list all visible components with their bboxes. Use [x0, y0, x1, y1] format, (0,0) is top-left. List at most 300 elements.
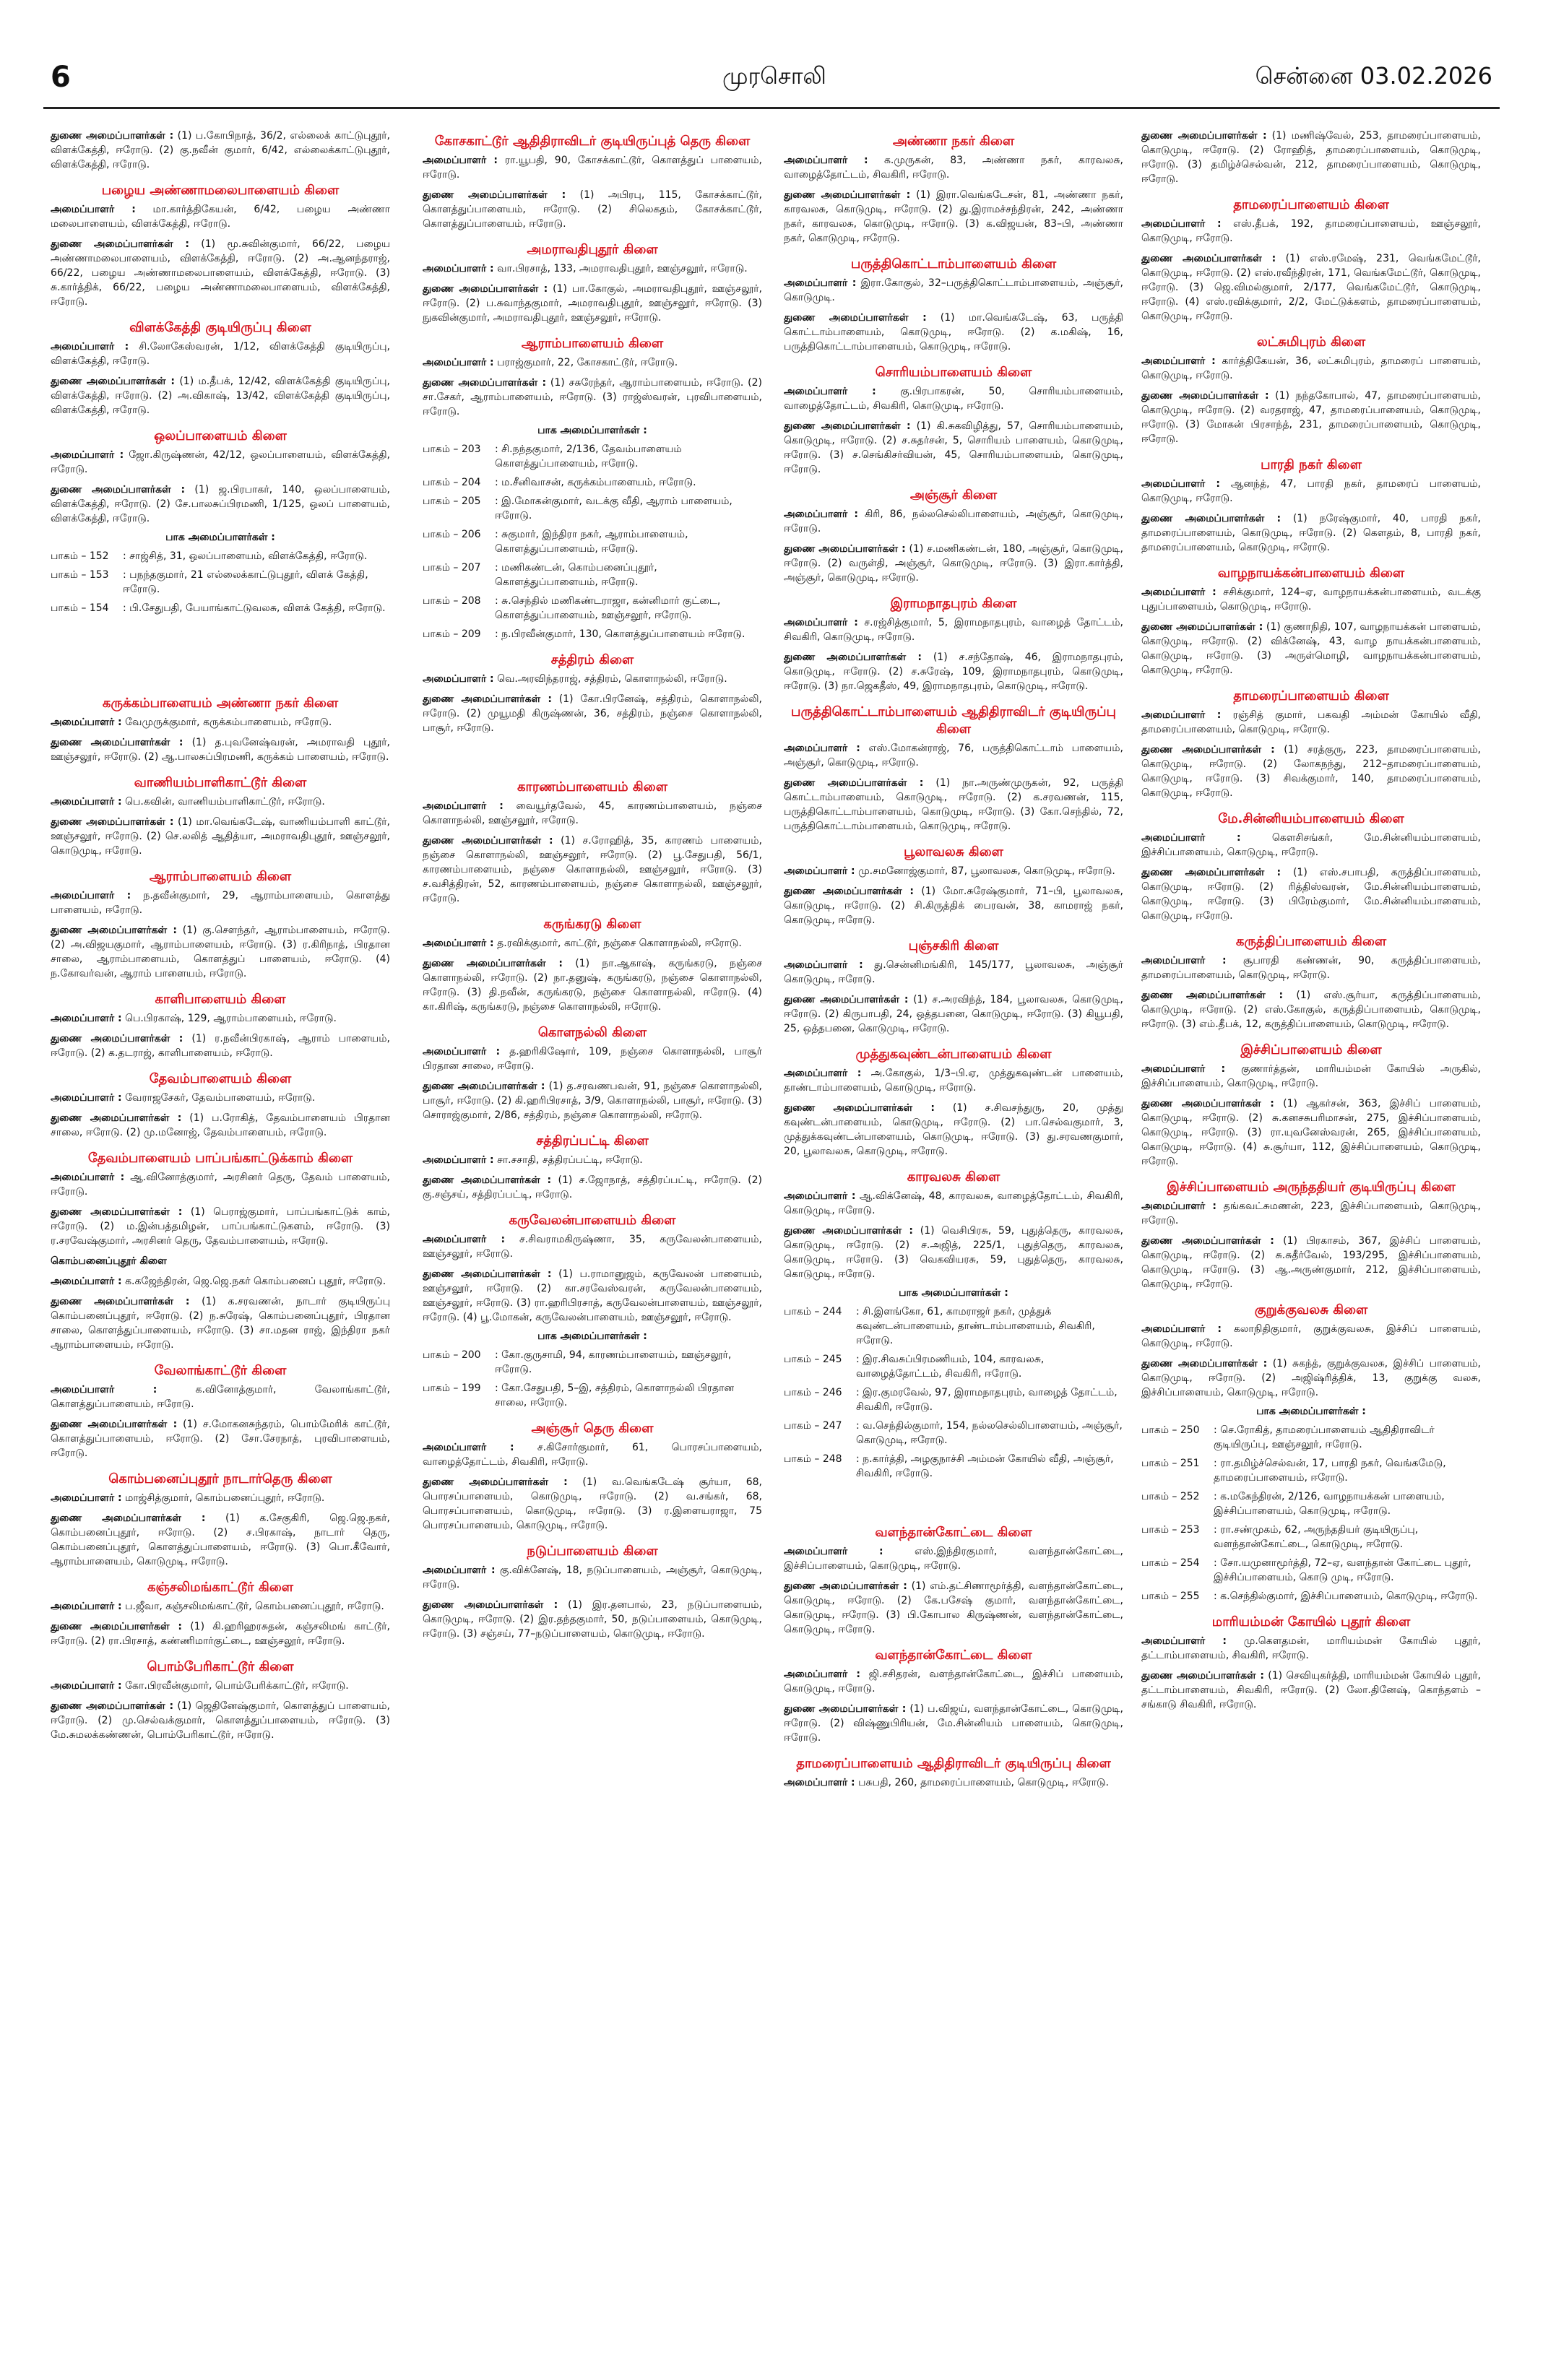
entry-text: (1) எஸ்.சூர்யா, கருத்திப்பாளையம், கொடுமுடி, ஈரோடு. (2) எஸ்.கோகுல், கருத்திப்பாளையம், கொடுமுடி, ஈரோடு. (3) எம்.தீபக், 12, கருத்திப்பாளையம், கொடுமுடி, ஈரோடு.: [1141, 990, 1481, 1030]
entry-text: ஆ.வினோத்குமார், அரசினர் தெரு, தேவம் பாளையம், ஈரோடு.: [51, 1172, 390, 1198]
entry-role: அமைப்பாளர் :: [51, 1601, 122, 1612]
office-bearer-entry: [784, 311, 1123, 354]
pagam-number: பாகம் – 206: [423, 529, 481, 540]
entry-text: வேமுருக்குமார், கருக்கம்பாளையம், ஈரோடு.: [121, 717, 332, 728]
pagam-number: பாகம் – 244: [784, 1306, 842, 1317]
entry-role: அமைப்பாளர் :: [51, 1680, 122, 1692]
branch-title: தேவம்பாளையம் கிளை: [149, 1071, 292, 1086]
entry-role: அமைப்பாளர் :: [51, 717, 122, 728]
branch-title: கருங்கரடு கிளை: [543, 917, 641, 932]
office-bearer-entry: [784, 1189, 1123, 1218]
office-bearer-entry: [1141, 477, 1481, 506]
pagam-text: : சாஜ்சித், 31, ஒலப்பாளையம், விளக்கேத்தி, ஈரோடு.: [123, 550, 368, 562]
entry-role: துணை அமைப்பாளர்கள் :: [423, 1599, 558, 1611]
branch-block: [784, 595, 1123, 693]
pagam-text: : சி.இளங்கோ, 61, காமராஜர் நகர், முத்துக் கவுண்டன்பாளையம், தாண்டாம்பாளையம், சிவகிரி, ஈரோடு.: [856, 1306, 1095, 1346]
branch-title: கருத்திப்பாளையம் கிளை: [1235, 934, 1387, 949]
entry-role: துணை அமைப்பாளர்கள் :: [51, 238, 189, 250]
office-bearer-entry: [51, 1205, 390, 1248]
branch-block: [51, 1471, 390, 1569]
office-bearer-entry: [51, 237, 390, 309]
pagam-row: [51, 568, 390, 597]
branch-title: மே.சின்னியம்பாளையம் கிளை: [1218, 811, 1404, 826]
entry-role: அமைப்பாளர் :: [423, 1046, 501, 1057]
pagam-text: : ரா.சண்முகம், 62, அருந்ததியர் குடியிருப்பு, வளந்தான்கோட்டை, கொடுமுடி, ஈரோடு.: [1214, 1524, 1419, 1550]
office-bearer-entry: [1141, 251, 1481, 324]
pagam-row: [423, 561, 762, 589]
entry-text: (1) மோ.சுரேஷ்குமார், 71–பி, பூலாவலசு, கொடுமுடி, ஈரோடு. (2) சி.கிருத்திக் பைரவன், 38, காமராஜ் நகர், கொடுமுடி, ஈரோடு.: [784, 886, 1123, 926]
branch-title: குறுக்குவலசு கிளை: [1254, 1302, 1368, 1317]
pagam-number: பாகம் – 250: [1141, 1424, 1200, 1436]
office-bearer-entry: [51, 374, 390, 417]
pagam-row: [1141, 1556, 1481, 1585]
office-bearer-entry: [51, 715, 390, 730]
branch-block: [1141, 334, 1481, 446]
entry-text: (1) கி.சுகவிழித்து, 57, சொரியம்பாளையம், கொடுமுடி, ஈரோடு. (2) ச.சுதர்சன், 5, சொரியம் பாளையம், கொடுமுடி, ஈரோடு. (3) ச.செங்கிசர்வியன், 45, சொரியம்பாளையம், கொடுமுடி, ஈரோடு.: [784, 420, 1123, 475]
office-bearer-entry: [784, 1224, 1123, 1281]
pagam-number: பாகம் – 209: [423, 628, 481, 640]
pagam-text: : மணிகண்டன், கொம்பனைப்புதூர், கொளத்துப்பாளையம், ஈரோடு.: [495, 562, 657, 588]
branch-block: [1141, 933, 1481, 1031]
column-1: [51, 129, 390, 2353]
branch-title: அண்ணா நகர் கிளை: [892, 134, 1015, 149]
entry-role: துணை அமைப்பாளர்கள் :: [423, 1476, 568, 1488]
office-bearer-entry: [51, 339, 390, 368]
branch-title: லட்சுமிபுரம் கிளை: [1256, 334, 1366, 350]
office-bearer-entry: [784, 276, 1123, 305]
branch-block: [51, 1658, 390, 1742]
branch-title: கருக்கம்பாளையம் அண்ணா நகர் கிளை: [102, 696, 339, 711]
entry-text: ஆனந்த், 47, பாரதி நகர், தாமரைப் பாளையம், கொடுமுடி, ஈரோடு.: [1141, 478, 1481, 504]
entry-text: ச.கிசோர்குமார், 61, பொரசப்பாளையம், வாழைத்தோட்டம், சிவகிரி, ஈரோடு.: [423, 1442, 762, 1468]
entry-role: அமைப்பாளர் :: [1141, 709, 1222, 721]
pagam-text: : க.மகேந்திரன், 2/126, வாழநாயக்கன் பாளையம், இச்சிப்பாளையம், கொடுமுடி, ஈரோடு.: [1214, 1491, 1445, 1517]
office-bearer-entry: [423, 1044, 762, 1073]
entry-role: துணை அமைப்பாளர்கள் :: [1141, 990, 1284, 1001]
entry-role: துணை அமைப்பாளர்கள் :: [784, 189, 911, 201]
pagam-number: பாகம் – 205: [423, 496, 481, 507]
pagam-text: : இர.குமரவேல், 97, இராமநாதபுரம், வாழைத் தோட்டம், சிவகிரி, ஈரோடு.: [856, 1387, 1118, 1413]
office-bearer-entry: [1141, 1199, 1481, 1228]
pagam-row: [784, 1352, 1123, 1381]
office-bearer-entry: [1141, 217, 1481, 246]
entry-text: இரா.கோகுல், 32–பருத்திகொட்டாம்பாளையம், அஞ்சூர், கொடுமுடி.: [784, 277, 1123, 303]
branch-title: தாமரைப்பாளையம் ஆதிதிராவிடர் குடியிருப்பு கிளை: [796, 1756, 1111, 1771]
pagam-row: [423, 1348, 762, 1377]
branch-title: பருத்திகொட்டாம்பாளையம் கிளை: [850, 256, 1057, 272]
entry-role: துணை அமைப்பாளர்கள் :: [423, 835, 553, 847]
entry-role: துணை அமைப்பாளர்கள் :: [1141, 1358, 1268, 1369]
pagam-row: [423, 594, 762, 623]
entry-role: துணை அமைப்பாளர்கள் :: [784, 652, 922, 663]
office-bearer-entry: [51, 1011, 390, 1026]
pagam-heading: பாக அமைப்பாளர்கள் :: [899, 1287, 1008, 1299]
entry-text: மு.சமனோஜ்குமார், 87, பூலாவலசு, கொடுமுடி, ஈரோடு.: [855, 865, 1115, 877]
office-bearer-entry: [423, 188, 762, 231]
entry-role: கொம்பனைப்புதூர் கிளை: [51, 1255, 167, 1267]
office-bearer-entry: [423, 1267, 762, 1325]
pagam-text: : செ.ரோகித், தாமரைப்பாளையம் ஆதிதிராவிடர் குடியிருப்பு, ஊஞ்சலூர், ஈரோடு.: [1214, 1424, 1435, 1450]
branch-title: கொம்பனைப்புதூர் நாடார்தெரு கிளை: [108, 1471, 332, 1487]
entry-text: (1) ச.ஜோநாத், சத்திரப்பட்டி, ஈரோடு. (2) கு.சஞ்சய், சத்திரப்பட்டி, ஈரோடு.: [423, 1174, 762, 1200]
entry-role: அமைப்பாளர் :: [423, 938, 494, 949]
entry-role: அமைப்பாளர் :: [51, 1172, 125, 1183]
entry-text: த.ரவிக்குமார், காட்டூர், நஞ்சை கொளாநல்லி, ஈரோடு.: [493, 938, 742, 949]
newspaper-name: முரசொலி: [722, 62, 826, 90]
entry-text: வெ.அரவிந்தராஜ், சத்திரம், கொளாநல்லி, ஈரோடு.: [493, 673, 727, 685]
branch-block: [1141, 1614, 1481, 1712]
branch-title: ஆராம்பாளையம் கிளை: [149, 869, 292, 884]
entry-text: (1) இரா.வெங்கடேசன், 81, அண்ணா நகர், காரவலசு, கொடுமுடி, ஈரோடு. (2) து.இராமச்சந்திரன், 242, அண்ணா நகர், காரவலசு, கொடுமுடி, ஈரோடு. (3) க.விஜயன், 83–பி, அண்ணா நகர், கொடுமுடி, ஈரோடு.: [784, 189, 1123, 244]
office-bearer-entry: [51, 1699, 390, 1742]
branch-block: [1141, 810, 1481, 923]
office-bearer-entry: [51, 735, 390, 764]
office-bearer-entry: [51, 923, 390, 981]
entry-text: (1) நந்தகோபால், 47, தாமரைப்பாளையம், கொடுமுடி, ஈரோடு. (2) வரதராஜ், 47, தாமரைப்பாளையம், கொடுமுடி, ஈரோடு. (3) மோகன் பிரசாந்த், 231, தாமரைப்பாளையம், கொடுமுடி, ஈரோடு.: [1141, 390, 1481, 445]
entry-text: ப.ஜீவா, கஞ்சலிமங்காட்டூர், கொம்பனைப்புதூர், ஈரோடு.: [121, 1601, 384, 1612]
entry-text: வேராஜசேகர், தேவம்பாளையம், ஈரோடு.: [121, 1092, 316, 1104]
entry-role: துணை அமைப்பாளர்கள் :: [1141, 1235, 1274, 1247]
pagam-number: பாகம் – 199: [423, 1382, 481, 1394]
branch-title: பொம்பேரிகாட்டூர் கிளை: [147, 1659, 294, 1674]
office-bearer-entry: [784, 776, 1123, 834]
entry-role: அமைப்பாளர் :: [1141, 1635, 1227, 1647]
office-bearer-entry: [51, 1511, 390, 1569]
branch-block: [1141, 1042, 1481, 1169]
entry-role: துணை அமைப்பாளர்கள் :: [1141, 867, 1281, 878]
entry-text: (1) ச.மோகனசுந்தரம், பொம்மேரிக் காட்டூர், கொளத்துப்பாளையம், ஈரோடு. (2) சோ.சேரநாத், புரவிபாளையம், ஈரோடு.: [51, 1419, 390, 1459]
office-bearer-entry: [1141, 585, 1481, 614]
branch-title: வாழநாயக்கன்பாளையம் கிளை: [1217, 566, 1405, 581]
office-bearer-entry: [1141, 1356, 1481, 1400]
entry-text: (1) ப.கோபிநாத், 36/2, எல்லைக் காட்டுபுதூர், விளக்கேத்தி, ஈரோடு. (2) கு.நவீன் குமார், 6/42, எல்லைக்காட்டுபுதூர், விளக்கேத்தி, ஈரோடு.: [51, 130, 390, 170]
office-bearer-entry: [1141, 354, 1481, 383]
pagam-number: பாகம் – 203: [423, 443, 481, 455]
entry-role: துணை அமைப்பாளர்கள் :: [51, 737, 183, 748]
branch-title: வளந்தான்கோட்டை கிளை: [875, 1648, 1032, 1663]
branch-block: [1141, 565, 1481, 678]
entry-role: அமைப்பாளர் :: [784, 1190, 856, 1202]
branch-block: [51, 774, 390, 858]
entry-role: அமைப்பாளர் :: [51, 796, 122, 808]
entry-text: (1) நரேஷ்குமார், 40, பாரதி நகர், தாமரைப்பாளையம், கொடுமுடி, ஈரோடு. (2) கௌதம், 8, பாரதி நகர், தாமரைப்பாளையம், கொடுமுடி, ஈரோடு.: [1141, 513, 1481, 553]
entry-text: (1) மணிஷ்வேல், 253, தாமரைப்பாளையம், கொடுமுடி, ஈரோடு. (2) ரோஹித், தாமரைப்பாளையம், கொடுமுடி, ஈரோடு. (3) தமிழ்ச்செல்வன், 212, தாமரைப்பாளையம், கொடுமுடி, ஈரோடு.: [1141, 130, 1481, 185]
branch-block: [51, 868, 390, 981]
branch-block: [51, 991, 390, 1060]
entry-text: (1) மா.வெங்கடேஷ், 63, பருத்தி கொட்டாம்பாளையம், கொடுமுடி, ஈரோடு. (2) க.மகிஷ், 16, பருத்திகொட்டாம்பாளையம், கொடுமுடி, ஈரோடு.: [784, 312, 1123, 352]
entry-text: கு.விக்னேஷ், 18, நடுப்பாளையம், அஞ்சூர், கொடுமுடி, ஈரோடு.: [423, 1565, 762, 1591]
branch-title: சொரியம்பாளையம் கிளை: [875, 365, 1032, 380]
office-bearer-entry: [423, 936, 762, 951]
entry-role: அமைப்பாளர் :: [423, 1234, 506, 1245]
entry-role: அமைப்பாளர் :: [784, 386, 876, 397]
branch-title: கொளநல்லி கிளை: [537, 1025, 647, 1040]
entry-text: கிரி, 86, நல்லசெல்லிபாளையம், அஞ்சூர், கொடுமுடி, ஈரோடு.: [784, 509, 1123, 535]
office-bearer-entry: [784, 864, 1123, 878]
branch-title: அஞ்சூர் தெரு கிளை: [531, 1421, 654, 1436]
entry-text: பெ.பிரகாஷ், 129, ஆராம்பாளையம், ஈரோடு.: [121, 1013, 337, 1024]
entry-role: துணை அமைப்பாளர்கள் :: [784, 886, 914, 897]
entry-role: துணை அமைப்பாளர்கள் :: [423, 1174, 552, 1186]
pagam-text: : கோ.சேதுபதி, 5–இ, சத்திரம், கொளாநல்லி பிரதான சாலை, ஈரோடு.: [495, 1382, 735, 1408]
entry-role: அமைப்பாளர் :: [784, 155, 868, 166]
branch-title: அமராவதிபுதூர் கிளை: [527, 242, 658, 257]
office-bearer-entry: [784, 419, 1123, 477]
entry-text: (1) கோ.பிரனேஷ், சத்திரம், கொளாநல்லி, ஈரோடு. (2) முயூமதி கிருஷ்ணன், 36, சத்திரம், நஞ்சை கொளாநல்லி, பாசூர், ஈரோடு.: [423, 693, 762, 734]
entry-text: (1) பா.கோகுல், அமராவதிபுதூர், ஊஞ்சலூர், ஈரோடு. (2) ப.சுவாந்தகுமார், அமராவதிபுதூர், ஊஞ்சலூர், ஈரோடு. (3) நுகவின்குமார், அமராவதிபுதூர், ஊஞ்சலூர், ஈரோடு.: [423, 283, 762, 324]
entry-role: அமைப்பாளர் :: [51, 1013, 122, 1024]
entry-role: துணை அமைப்பாளர்கள் :: [423, 1268, 552, 1280]
entry-role: அமைப்பாளர் :: [784, 617, 858, 628]
entry-role: துணை அமைப்பாளர்கள் :: [784, 1580, 907, 1592]
entry-text: (1) ச.சிவசந்துரு, 20, முத்து கவுண்டன்பாளையம், கொடுமுடி, ஈரோடு. (2) பா.செல்வகுமார், 3, முத்துக்கவுண்டன்பாளையம், கொடுமுடி, ஈரோடு. (3) து.சரவணகுமார், 20, பூலாவலசு, கொடுமுடி, ஈரோடு.: [784, 1102, 1123, 1157]
pagam-text: : வ.செந்தில்குமார், 154, நல்லசெல்லிபாளையம், அஞ்சூர், கொடுமுடி, ஈரோடு.: [856, 1420, 1123, 1446]
entry-text: (1) ப.ரோகித், தேவம்பாளையம் பிரதான சாலை, ஈரோடு. (2) மு.மனோஜ், தேவம்பாளையம், ஈரோடு.: [51, 1112, 390, 1138]
entry-text: அ.கோகுல், 1/3–பி.ஏ, முத்துகவுண்டன் பாளையம், தாண்டாம்பாளையம், கொடுமுடி, ஈரோடு.: [784, 1068, 1123, 1094]
entry-role: துணை அமைப்பாளர்கள் :: [51, 484, 186, 496]
pagam-number: பாகம் – 154: [51, 602, 109, 614]
office-bearer-entry: [423, 1563, 762, 1592]
pagam-number: பாகம் – 208: [423, 595, 481, 607]
office-bearer-entry: [1141, 511, 1481, 555]
entry-role: துணை அமைப்பாளர்கள் :: [423, 377, 547, 389]
entry-role: அமைப்பாளர் :: [1141, 1323, 1222, 1335]
office-bearer-entry: [784, 650, 1123, 693]
entry-role: அமைப்பாளர் :: [784, 743, 860, 754]
entry-text: பசுபதி, 260, தாமரைப்பாளையம், கொடுமுடி, ஈரோடு.: [855, 1777, 1110, 1788]
entry-role: அமைப்பாளர் :: [51, 1276, 122, 1287]
entry-text: (1) வ.வெங்கடேஷ் சூர்யா, 68, பொரசப்பாளையம், கொடுமுடி, ஈரோடு. (2) வ.சங்கர், 68, பொரசப்பாளையம், கொடுமுடி, ஈரோடு. (3) ர.இளையராஜா, 75 பொரசப்பாளையம், கொடுமுடி, ஈரோடு.: [423, 1476, 762, 1531]
spacer: [51, 626, 390, 691]
branch-block: [423, 241, 762, 325]
office-bearer-entry: [1141, 988, 1481, 1031]
office-bearer-entry: [423, 1173, 762, 1202]
entry-text: க.கஜேந்திரன், ஜெ.ஜெ.நகர் கொம்பனைப் புதூர், ஈரோடு.: [121, 1276, 386, 1287]
entry-text: (1) குணாநிதி, 107, வாழநாயக்கன் பாளையம், கொடுமுடி, ஈரோடு. (2) விக்னேஷ், 43, வாழ நாயக்கன்பாளையம், கொடுமுடி, ஈரோடு. (3) அருள்மொழி, வாழநாயக்கன்பாளையம், கொடுமுடி, ஈரோடு.: [1141, 621, 1481, 676]
office-bearer-entry: [1141, 620, 1481, 678]
entry-text: குணார்த்தன், மாரியம்மன் கோயில் அருகில், இச்சிப்பாளையம், கொடுமுடி, ஈரோடு.: [1141, 1063, 1481, 1089]
branch-block: [784, 938, 1123, 1036]
entry-text: (1) நா.ஆகாஷ், கருங்கரடு, நஞ்சை கொளாநல்லி, ஈரோடு. (2) நா.தனுஷ், கருங்கரடு, நஞ்சை கொளாநல்லி, ஈரோடு. (3) தி.நவீன், கருங்கரடு, நஞ்சை கொளாநல்லி, ஈரோடு. (4) கா.கிரிஷ், கருங்கரடு, நஞ்சை கொளாநல்லி, ஈரோடு.: [423, 958, 762, 1013]
branch-title: கருவேலன்பாளையம் கிளை: [509, 1213, 676, 1228]
branch-title: நடுப்பாளையம் கிளை: [527, 1544, 658, 1559]
office-bearer-entry: [784, 884, 1123, 927]
entry-role: அமைப்பாளர் :: [1141, 355, 1216, 367]
office-bearer-entry: [1141, 708, 1481, 737]
entry-role: துணை அமைப்பாளர்கள் :: [51, 1033, 183, 1044]
entry-role: துணை அமைப்பாளர்கள் :: [51, 1112, 182, 1124]
entry-role: அமைப்பாளர் :: [423, 1154, 494, 1166]
office-bearer-entry: [1141, 1322, 1481, 1351]
entry-role: துணை அமைப்பாளர்கள் :: [423, 189, 566, 201]
entry-text: மு.கௌதமன், மாரியம்மன் கோயில் புதூர், தட்டாம்பாளையம், சிவகிரி, ஈரோடு.: [1141, 1635, 1481, 1661]
branch-title: விளக்கேத்தி குடியிருப்பு கிளை: [129, 320, 311, 335]
entry-role: அமைப்பாளர் :: [51, 1092, 122, 1104]
office-bearer-entry: [51, 129, 390, 172]
office-bearer-entry: [784, 958, 1123, 987]
entry-text: ஜி.சசிதரன், வளந்தான்கோட்டை, இச்சிப் பாளையம், கொடுமுடி, ஈரோடு.: [784, 1669, 1123, 1695]
entry-role: அமைப்பாளர் :: [423, 263, 494, 274]
branch-title: தேவம்பாளையம் பாப்பங்காட்டுக்காம் கிளை: [87, 1151, 353, 1166]
entry-role: அமைப்பாளர் :: [423, 673, 494, 685]
spacer: [423, 745, 762, 774]
entry-role: அமைப்பாளர் :: [784, 1546, 883, 1557]
office-bearer-entry: [51, 888, 390, 917]
branch-title: வேலாங்காட்டூர் கிளை: [154, 1363, 287, 1378]
entry-text: (1) சசுரேந்தர், ஆராம்பாளையம், ஈரோடு. (2) சா.சேகர், ஆராம்பாளையம், ஈரோடு. (3) ராஜ்ஸ்வரன், புரவிபாளையம், ஈரோடு.: [423, 377, 762, 417]
pagam-text: : இ.மோகன்குமார், வடக்கு வீதி, ஆராம் பாளையம், ஈரோடு.: [495, 496, 732, 522]
entry-role: துணை அமைப்பாளர்கள் :: [423, 1081, 545, 1092]
pagam-number: பாகம் – 251: [1141, 1458, 1200, 1469]
entry-role: துணை அமைப்பாளர்கள் :: [784, 1102, 935, 1114]
branch-title: பருத்திகொட்டாம்பாளையம் ஆதிதிராவிடர் குடியிருப்பு கிளை: [791, 704, 1116, 737]
pagam-row: [423, 442, 762, 471]
office-bearer-entry: [1141, 831, 1481, 860]
office-bearer-entry: [423, 1598, 762, 1641]
office-bearer-entry: [423, 692, 762, 735]
branch-block: [51, 1579, 390, 1648]
branch-block: [1141, 129, 1481, 186]
entry-role: அமைப்பாளர் :: [51, 449, 124, 461]
entry-text: ச.ரஜ்சித்குமார், 5, இராமநாதபுரம், வாழைத் தோட்டம், சிவகிரி, கொடுமுடி, ஈரோடு.: [784, 617, 1123, 643]
branch-block: [784, 256, 1123, 354]
pagam-text: : இர.சிவசுப்பிரமணியம், 104, காரவலசு, வாழைத்தோட்டம், சிவகிரி, ஈரோடு.: [856, 1354, 1045, 1380]
office-bearer-entry: [51, 1417, 390, 1461]
branch-block: [784, 133, 1123, 246]
office-bearer-entry: [51, 795, 390, 809]
office-bearer-entry: [1141, 743, 1481, 800]
entry-text: (1) சரத்குரு, 223, தாமரைப்பாளையம், கொடுமுடி, ஈரோடு. (2) லோகநந்து, 212–தாமரைப்பாளையம், கொடுமுடி, ஈரோடு. (3) சிவக்குமார், 140, தாமரைப்பாளையம், கொடுமுடி, ஈரோடு.: [1141, 744, 1481, 799]
entry-text: க.வினோத்குமார், வேலாங்காட்டூர், கொளத்துப்பாளையம், ஈரோடு.: [51, 1384, 390, 1410]
entry-text: (1) மூ.சுவின்குமார், 66/22, பழைய அண்ணாமலைபாளையம், விளக்கேத்தி, ஈரோடு. (2) அ.ஆனந்தராஜ், 66/22, பழைய அண்ணாமலைபாளையம், விளக்கேத்தி, ஈரோடு. (3) சு.கார்த்திக், 66/22, பழைய அண்ணாமலைபாளையம், விளக்கேத்தி, ஈரோடு.: [51, 238, 390, 308]
entry-text: மா.கார்த்திகேயன், 6/42, பழைய அண்ணா மலைபாளையம், விளக்கேத்தி, ஈரோடு.: [51, 204, 390, 230]
entry-role: துணை அமைப்பாளர்கள் :: [51, 376, 176, 387]
entry-role: துணை அமைப்பாளர்கள் :: [784, 1703, 907, 1715]
entry-role: துணை அமைப்பாளர்கள் :: [784, 312, 927, 324]
office-bearer-entry: [423, 1153, 762, 1167]
branch-title: முத்துகவுண்டன்பாளையம் கிளை: [855, 1047, 1052, 1062]
entry-text: (1) ப.விஜய், வளந்தான்கோட்டை, கொடுமுடி, ஈரோடு. (2) விஷ்ணுபிரியன், மே.சின்னியம் பாளையம், கொடுமுடி, ஈரோடு.: [784, 1703, 1123, 1744]
entry-text: (1) கி.ஹரிஹரசுதன், கஞ்சலிமங் காட்டூர், ஈரோடு. (2) ரா.பிரசாத், கண்ணிமார்குட்டை, ஊஞ்சலூர், ஈரோடு.: [51, 1621, 390, 1647]
pagam-text: : பி.சேதுபதி, பேயாங்காட்டுவலசு, விளக் கேத்தி, ஈரோடு.: [123, 602, 386, 614]
office-bearer-entry: [784, 1579, 1123, 1637]
pagam-text: : சோ.யமுனாமூர்த்தி, 72–ஏ, வளந்தான் கோட்டை புதூர், இச்சிப்பாளையம், கொடு முடி, ஈரோடு.: [1214, 1557, 1471, 1583]
entry-role: அமைப்பாளர் :: [1141, 587, 1216, 598]
pagam-row: [1141, 1489, 1481, 1518]
entry-text: (1) கு.சௌந்தர், ஆராம்பாளையம், ஈரோடு. (2) அ.விஜயகுமார், ஆராம்பாளையம், ஈரோடு. (3) ர.கிரிநாத், பிரதான சாலை, ஆராம்பாளையம், கொளத்துப் பாளையம், ஈரோடு. (4) ந.கோவர்வன், ஆராம் பாளையம், ஈரோடு.: [51, 925, 390, 979]
entry-text: (1) ச.ரோஹித், 35, காரணம் பாளையம், நஞ்சை கொளாநல்லி, ஊஞ்சலூர், ஈரோடு. (2) பூ.சேதுபதி, 56/1, காரணம்பாளையம், நஞ்சை கொளாநல்லி, ஊஞ்சலூர், ஈரோடு. (3) ச.வசித்திரன், 52, காரணம்பாளையம், நஞ்சை கொளாநல்லி, ஊஞ்சலூர், ஈரோடு.: [423, 835, 762, 904]
office-bearer-entry: [423, 834, 762, 906]
pagam-number: பாகம் – 204: [423, 477, 481, 488]
entry-role: துணை அமைப்பாளர்கள் :: [51, 925, 177, 936]
branch-block: [51, 129, 390, 172]
pagam-row: [423, 1381, 762, 1410]
entry-role: துணை அமைப்பாளர்கள் :: [784, 777, 924, 789]
branch-block: [51, 1150, 390, 1352]
entry-text: சா.சசாதி, சத்திரப்பட்டி, ஈரோடு.: [493, 1154, 643, 1166]
pagam-number: பாகம் – 207: [423, 562, 481, 574]
pagam-text: : சுகுமார், இந்திரா நகர், ஆராம்பாளையம், கொளத்துப்பாளையம், ஈரோடு.: [495, 529, 688, 555]
entry-role: துணை அமைப்பாளர்கள் :: [423, 693, 552, 705]
pagam-number: பாகம் – 245: [784, 1354, 842, 1365]
entry-text: (1) ஜெதினேஷ்குமார், கொளத்துப் பாளையம், ஈரோடு. (2) மு.செல்வக்குமார், கொளத்துப்பாளையம், ஈரோடு. (3) மே.சுமலக்கண்ணன், பொம்பேரிகாட்டூர், ஈரோடு.: [51, 1700, 390, 1741]
pagam-number: பாகம் – 255: [1141, 1591, 1200, 1602]
entry-text: (1) எஸ்.சபாபதி, கருத்திப்பாளையம், கொடுமுடி, ஈரோடு. (2) ரித்திஸ்வரன், மே.சின்னியம்பாளையம், கொடுமுடி, ஈரோடு. (3) பிரேம்குமார், மே.சின்னியம்பாளையம், கொடுமுடி, ஈரோடு.: [1141, 867, 1481, 922]
branch-title: ஆராம்பாளையம் கிளை: [521, 336, 664, 351]
entry-text: (1) ச.சந்தோஷ், 46, இராமநாதபுரம், கொடுமுடி, ஈரோடு. (2) ச.சுரேஷ், 109, இராமநாதபுரம், கொடுமுடி, ஈரோடு. (3) நா.ஜெகதீஸ், 49, இராமநாதபுரம், கொடுமுடி, ஈரோடு.: [784, 652, 1123, 692]
entry-text: (1) எஸ்.ரமேஷ், 231, வெங்கமேட்டூர், கொடுமுடி, ஈரோடு. (2) எஸ்.ரவீந்திரன், 171, வெங்கமேட்டூர், கொடுமுடி, ஈரோடு. (3) ஜெ.விமல்குமார், 2/177, வெங்கமேட்டூர், கொடுமுடி, ஈரோடு. (4) எஸ்.ரவிக்குமார், 2/2, மேட்டுக்களம், தாமரைப்பாளையம், கொடுமுடி, ஈரோடு.: [1141, 253, 1481, 322]
entry-role: அமைப்பாளர் :: [784, 959, 863, 971]
branch-block: [1141, 456, 1481, 555]
office-bearer-entry: [51, 1111, 390, 1140]
entry-text: கு.பிரபாகரன், 50, சொரியம்பாளையம், வாழைத்தோட்டம், சிவகிரி, கொடுமுடி, ஈரோடு.: [784, 386, 1123, 412]
office-bearer-entry: [423, 376, 762, 419]
entry-text: (1) எம்.தட்சிணாமூர்த்தி, வளந்தான்கோட்டை, கொடுமுடி, ஈரோடு. (2) கே.பசேஷ் குமார், வளந்தான்கோட்டை, கொடுமுடி, ஈரோடு. (3) பி.கோபால கிருஷ்ணன், வளந்தான்கோட்டை, கொடுமுடி, ஈரோடு.: [784, 1580, 1123, 1635]
branch-title: தாமரைப்பாளையம் கிளை: [1233, 688, 1389, 704]
entry-role: துணை அமைப்பாளர்கள் :: [51, 1700, 174, 1712]
entry-text: (1) ச.அரவிந்த், 184, பூலாவலசு, கொடுமுடி, ஈரோடு. (2) கிருபாபதி, 24, ஒத்தபனை, கொடுமுடி, ஈரோடு. (3) கியூபதி, 25, ஒத்தபனை, கொடுமுடி, ஈரோடு.: [784, 994, 1123, 1034]
entry-text: ஜோ.கிருஷ்ணன், 42/12, ஒலப்பாளையம், விளக்கேத்தி, ஈரோடு.: [51, 449, 390, 475]
entry-text: எஸ்.இந்திரகுமார், வளந்தான்கோட்டை, இச்சிப்பாளையம், கொடுமுடி, ஈரோடு.: [784, 1546, 1123, 1572]
branch-block: [423, 779, 762, 906]
pagam-number: பாகம் – 254: [1141, 1557, 1200, 1569]
pagam-text: : ந.பிரவீன்குமார், 130, கொளத்துப்பாளையம் ஈரோடு.: [495, 628, 745, 640]
branch-block: [423, 1133, 762, 1202]
office-bearer-entry: [784, 507, 1123, 536]
entry-text: (1) ர.நவீன்பிரகாஷ், ஆராம் பாளையம், ஈரோடு. (2) க.தடராஜ், காளிபாளையம், ஈரோடு.: [51, 1033, 390, 1059]
pagam-row: [1141, 1589, 1481, 1604]
pagam-heading: பாக அமைப்பாளர்கள் :: [537, 1330, 647, 1342]
branch-title: வளந்தான்கோட்டை கிளை: [875, 1525, 1032, 1540]
branch-title: காரணம்பாளையம் கிளை: [517, 779, 667, 795]
entry-text: (1) ஆகர்சன், 363, இச்சிப் பாளையம், கொடுமுடி, ஈரோடு. (2) சு.கனசசுபரிமாசன், 275, இச்சிப்பாளையம், கொடுமுடி, ஈரோடு. (3) ரா.யுவனேஸ்வரன், 265, இச்சிப்பாளையம், கொடுமுடி, ஈரோடு. (4) சு.சூர்யா, 112, இச்சிப்பாளையம், கொடுமுடி, ஈரோடு.: [1141, 1098, 1481, 1167]
entry-text: (1) ச.மணிகண்டன், 180, அஞ்சூர், கொடுமுடி, ஈரோடு. (2) வருள்தி, அஞ்சூர், கொடுமுடி, ஈரோடு. (3) இரா.கார்த்தி, அஞ்சூர், கொடுமுடி, ஈரோடு.: [784, 543, 1123, 584]
branch-block: [784, 1169, 1123, 1481]
entry-role: அமைப்பாளர் :: [784, 1777, 855, 1788]
entry-text: (1) மா.வெங்கடேஷ், வாணியம்பாளி காட்டூர், ஊஞ்சலூர், ஈரோடு. (2) செ.லலித் ஆதித்யா, அமராவதிபுதூர், ஊஞ்சலூர், கொடுமுடி, ஈரோடு.: [51, 816, 390, 857]
office-bearer-entry: [784, 188, 1123, 246]
entry-text: ச.சிவராமகிருஷ்ணா, 35, கருவேலன்பாளையம், ஊஞ்சலூர், ஈரோடு.: [423, 1234, 762, 1260]
entry-text: பராஜ்குமார், 22, கோசகாட்டூர், ஈரோடு.: [493, 357, 678, 368]
office-bearer-entry: [51, 1294, 390, 1352]
office-bearer-entry: [1141, 1096, 1481, 1169]
office-bearer-entry: [1141, 129, 1481, 186]
entry-text: து.சென்னிமங்கிரி, 145/177, பூலாவலசு, அஞ்சூர் கொடுமுடி, ஈரோடு.: [784, 959, 1123, 985]
branch-block: [423, 133, 762, 231]
branch-block: [784, 364, 1123, 477]
entry-role: அமைப்பாளர் :: [784, 865, 855, 877]
entry-role: துணை அமைப்பாளர்கள் :: [51, 1419, 178, 1430]
entry-role: துணை அமைப்பாளர்கள் :: [784, 420, 911, 432]
entry-role: அமைப்பாளர் :: [1141, 1200, 1216, 1212]
entry-text: சசிக்குமார், 124–ஏ, வாழநாயக்கன்பாளையம், வடக்கு புதுப்பாளையம், கொடுமுடி, ஈரோடு.: [1141, 587, 1481, 613]
branch-block: [51, 428, 390, 615]
entry-text: ரா.யூபதி, 90, கோசக்காட்டூர், கொளத்துப் பாளையம், ஈரோடு.: [423, 155, 762, 181]
pagam-heading: பாக அமைப்பாளர்கள் :: [537, 425, 647, 436]
pagam-row: [784, 1304, 1123, 1348]
entry-text: (1) அபிரபு, 115, கோசக்காட்டூர், கொளத்துப்பாளையம், ஈரோடு. (2) சிலெகதம், கோசக்காட்டூர், கொளத்துப்பாளையம், ஈரோடு.: [423, 189, 762, 230]
office-bearer-entry: [51, 1599, 390, 1614]
entry-text: (1) வெசிபிரசு, 59, புதுத்தெரு, காரவலசு, கொடுமுடி, ஈரோடு. (2) ச.அஜித், 225/1, புதுத்தெரு, காரவலசு, கொடுமுடி, ஈரோடு. (3) வெகவியரசு, 59, புதுத்தெரு, காரவலசு, கொடுமுடி, ஈரோடு.: [784, 1225, 1123, 1280]
entry-role: அமைப்பாளர் :: [1141, 478, 1220, 490]
entry-text: ஆ.விக்னேஷ், 48, காரவலசு, வாழைத்தோட்டம், சிவகிரி, கொடுமுடி, ஈரோடு.: [784, 1190, 1123, 1216]
branch-title: சத்திரப்பட்டி கிளை: [536, 1133, 649, 1148]
pagam-row: [423, 527, 762, 556]
entry-role: துணை அமைப்பாளர்கள் :: [51, 1621, 182, 1632]
entry-role: துணை அமைப்பாளர்கள் :: [1141, 1098, 1274, 1109]
entry-role: துணை அமைப்பாளர்கள் :: [1141, 1670, 1264, 1682]
branch-block: [423, 1420, 762, 1533]
